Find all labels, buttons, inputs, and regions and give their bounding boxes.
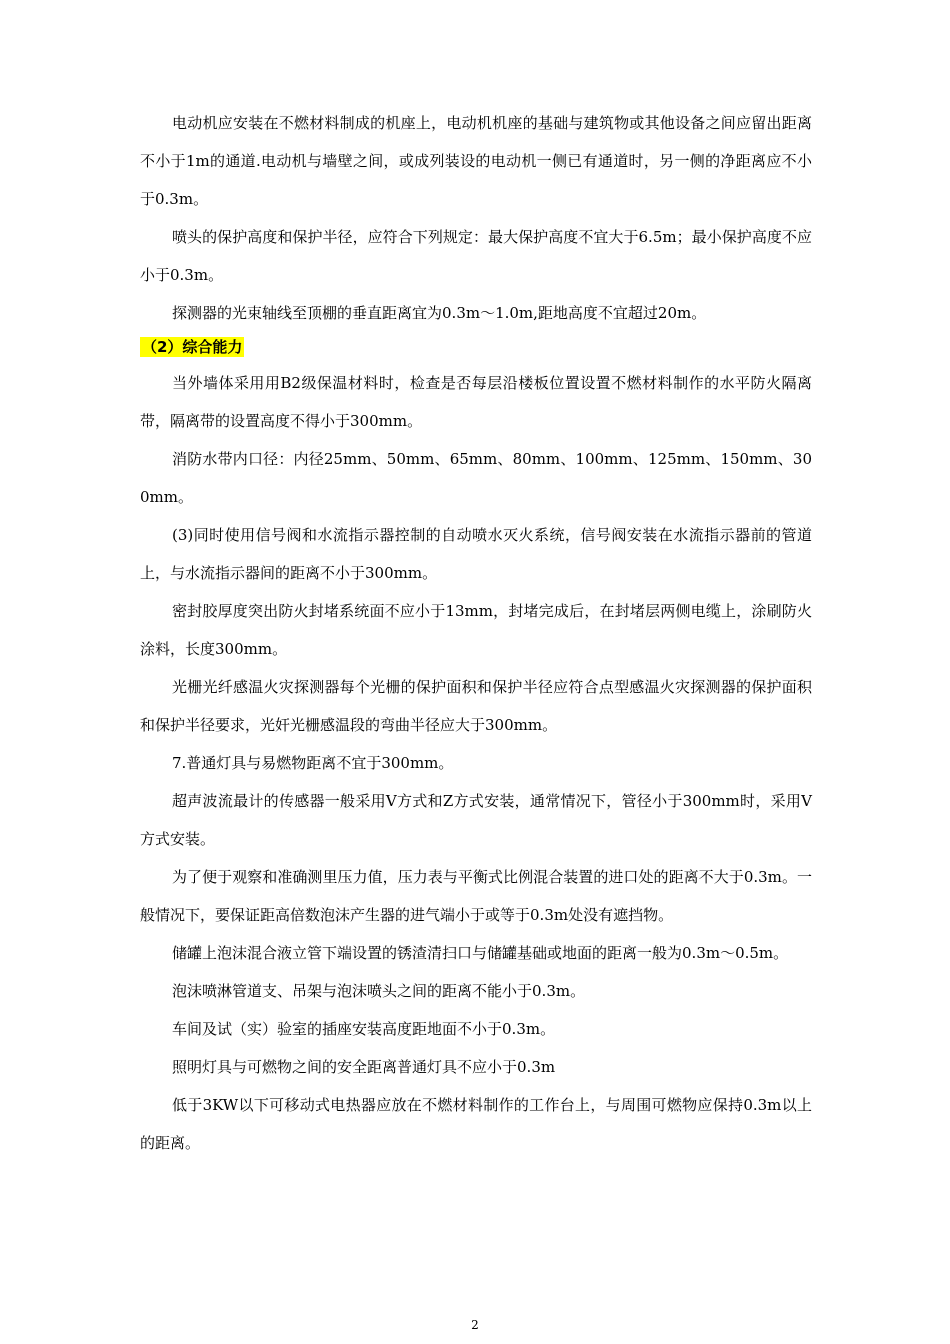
paragraph-electric-heater: 低于3KW以下可移动式电热器应放在不燃材料制作的工作台上，与周围可燃物应保持0.3m以上的距离。 (140, 1096, 812, 1152)
paragraph-sprinkler-height: 喷头的保护高度和保护半径，应符合下列规定：最大保护高度不宜大于6.5m；最小保护高度不应小于0.3m。 (140, 228, 812, 284)
paragraph-motor-installation: 电动机应安装在不燃材料制成的机座上，电动机机座的基础与建筑物或其他设备之间应留出距离不小于1m的通道.电动机与墙壁之间，或成列装设的电动机一侧已有通道时，另一侧的净距离应不小于0.3m。 (140, 114, 812, 208)
paragraph-tank-cleanout: 储罐上泡沫混合液立管下端设置的锈渣清扫口与储罐基础或地面的距离一般为0.3m～0.5m。 (172, 944, 789, 962)
paragraph-ultrasonic-flowmeter: 超声波流最计的传感器一般采用V方式和Z方式安装，通常情况下，管径小于300mm时，采用V方式安装。 (140, 792, 812, 848)
paragraph-sealant-thickness: 密封胶厚度突出防火封堵系统面不应小于13mm，封堵完成后，在封堵层两侧电缆上，涂刷防火涂料，长度300mm。 (140, 602, 812, 658)
paragraph-socket-height: 车间及试（实）验室的插座安装高度距地面不小于0.3m。 (172, 1020, 556, 1038)
paragraph-lamp-distance: 7.普通灯具与易燃物距离不宜于300mm。 (172, 754, 454, 772)
section-heading-text: （2）综合能力 (142, 338, 243, 356)
paragraph-insulation-firebreak: 当外墙体采用用B2级保温材料时，检查是否每层沿楼板位置设置不燃材料制作的水平防火隔离带，隔离带的设置高度不得小于300mm。 (140, 374, 812, 430)
paragraph-lighting-safety: 照明灯具与可燃物之间的安全距离普通灯具不应小于0.3m (172, 1058, 556, 1076)
paragraph-pressure-gauge: 为了便于观察和准确测里压力值，压力表与平衡式比例混合装置的进口处的距离不大于0.3m。一般情况下，要保证距高倍数泡沫产生器的进气端小于或等于0.3m处没有遮挡物。 (140, 868, 812, 924)
document-body (140, 104, 812, 1162)
paragraph-signal-valve: (3)同时使用信号阀和水流指示器控制的自动喷水灭火系统，信号阀安装在水流指示器前的管道上，与水流指示器间的距离不小于300mm。 (140, 526, 812, 582)
paragraph-hose-diameter: 消防水带内口径：内径25mm、50mm、65mm、80mm、100mm、125mm、150mm、300mm。 (140, 450, 812, 506)
page-number: 2 (471, 1318, 479, 1332)
paragraph-foam-pipe-support: 泡沫喷淋管道支、吊架与泡沫喷头之间的距离不能小于0.3m。 (172, 982, 586, 1000)
section-heading (140, 336, 812, 358)
paragraph-beam-detector: 探测器的光束轴线至顶棚的垂直距离宜为0.3m～1.0m,距地高度不宜超过20m。 (172, 304, 707, 322)
paragraph-grating-detector: 光栅光纤感温火灾探测器每个光栅的保护面积和保护半径应符合点型感温火灾探测器的保护面积和保护半径要求，光奸光栅感温段的弯曲半径应大于300mm。 (140, 678, 812, 734)
